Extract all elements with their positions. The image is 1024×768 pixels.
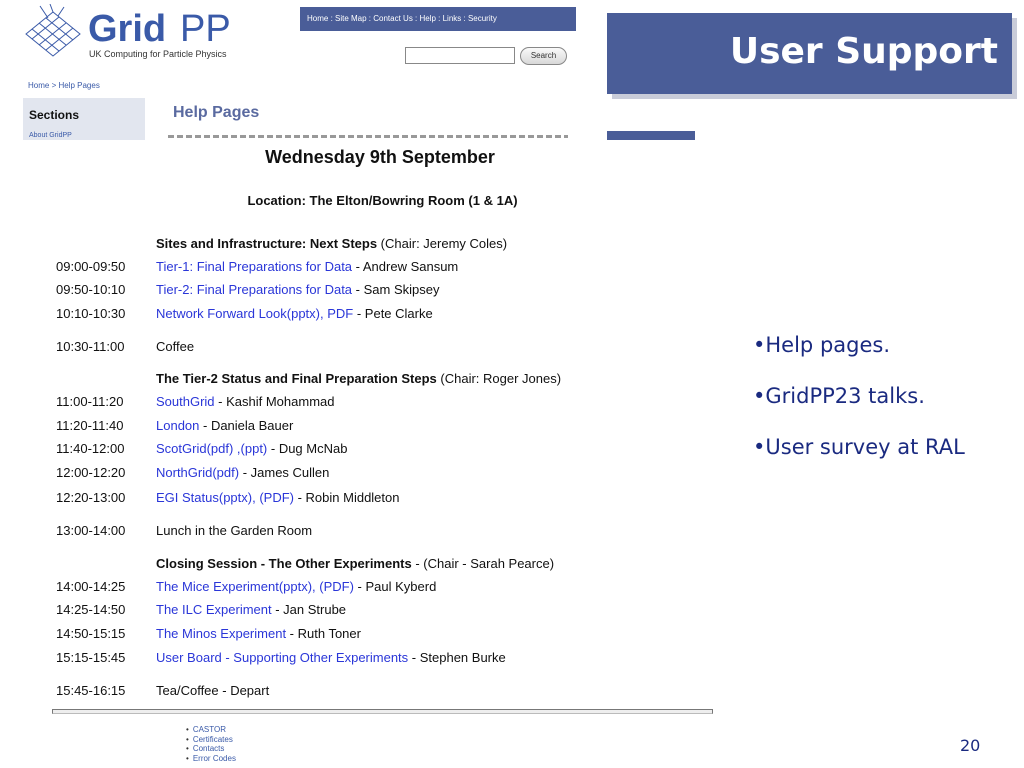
agenda-time: 14:50-15:15: [56, 626, 126, 641]
agenda-time: 14:25-14:50: [56, 602, 126, 617]
agenda-row-content: [156, 650, 506, 665]
agenda-row-content: [156, 602, 346, 617]
sections-title: Sections: [29, 108, 80, 122]
search-input[interactable]: [405, 47, 515, 64]
logo-text-grid: Grid: [88, 8, 167, 50]
agenda-row-content: [156, 394, 334, 409]
talk-speaker: - Paul Kyberd: [353, 579, 437, 594]
agenda-divider: [52, 709, 713, 714]
search-button[interactable]: Search: [520, 47, 567, 65]
agenda-row-content: [156, 282, 439, 297]
agenda-location: Location: The Elton/Bowring Room (1 & 1A): [247, 193, 518, 208]
agenda-row-content: [156, 306, 433, 321]
talk-link[interactable]: SouthGrid: [156, 394, 215, 409]
talk-link[interactable]: Tier-2: Final Preparations for Data: [156, 282, 353, 297]
breadcrumb[interactable]: Home > Help Pages: [28, 81, 100, 90]
agenda-row-content: [156, 579, 436, 594]
footer-link[interactable]: • Contacts: [186, 744, 236, 754]
talk-speaker: - Jan Strube: [271, 602, 347, 617]
bullet-item: •GridPP23 talks.: [753, 384, 925, 408]
title-banner: [607, 13, 1012, 94]
agenda-time: 13:00-14:00: [56, 523, 126, 538]
session-chair: - (Chair - Sarah Pearce): [411, 556, 555, 571]
agenda-item-text: Coffee: [156, 339, 195, 354]
talk-link[interactable]: User Board - Supporting Other Experiments: [156, 650, 409, 665]
talk-link[interactable]: EGI Status(pptx), (PDF): [156, 490, 294, 505]
talk-speaker: - Andrew Sansum: [352, 259, 459, 274]
gridpp-site-header: [0, 0, 600, 140]
agenda-item-text: Tea/Coffee - Depart: [156, 683, 270, 698]
agenda-time: 15:45-16:15: [56, 683, 126, 698]
session-title: The Tier-2 Status and Final Preparation Steps: [156, 371, 437, 386]
help-description-text: [168, 135, 568, 138]
bullet-item: •User survey at RAL: [753, 435, 965, 459]
sections-sidebar: [23, 98, 145, 140]
session-title: Sites and Infrastructure: Next Steps: [156, 236, 378, 251]
talk-speaker: - Kashif Mohammad: [214, 394, 335, 409]
talk-speaker: - Pete Clarke: [353, 306, 433, 321]
agenda-time: 10:30-11:00: [56, 339, 125, 354]
session-chair: (Chair: Jeremy Coles): [377, 236, 508, 251]
agenda-row-content: [156, 683, 269, 698]
agenda-time: 12:20-13:00: [56, 490, 126, 505]
agenda-row-content: [156, 259, 458, 274]
agenda-row-content: [156, 371, 561, 386]
page-number: 20: [960, 736, 981, 755]
agenda-row-content: [156, 465, 329, 480]
talk-link[interactable]: Network Forward Look(pptx), PDF: [156, 306, 354, 321]
session-title: Closing Session - The Other Experiments: [156, 556, 412, 571]
talk-speaker: - Robin Middleton: [293, 490, 400, 505]
logo-tagline: UK Computing for Particle Physics: [89, 49, 227, 59]
agenda-time: 09:50-10:10: [56, 282, 126, 297]
footer-link-list: [186, 725, 236, 763]
agenda-panel: [0, 140, 715, 715]
agenda-time: 11:20-11:40: [56, 418, 124, 433]
agenda-time: 09:00-09:50: [56, 259, 126, 274]
bullet-item: •Help pages.: [753, 333, 891, 357]
agenda-time: 11:40-12:00: [56, 441, 125, 456]
talk-speaker: - Sam Skipsey: [352, 282, 440, 297]
agenda-row-content: [156, 523, 312, 538]
agenda-row-content: [156, 556, 554, 571]
talk-speaker: - Daniela Bauer: [199, 418, 294, 433]
agenda-row-content: [156, 339, 194, 354]
talk-link[interactable]: NorthGrid(pdf): [156, 465, 240, 480]
talk-speaker: - Dug McNab: [267, 441, 348, 456]
session-chair: (Chair: Roger Jones): [436, 371, 562, 386]
agenda-row-content: [156, 626, 361, 641]
footer-link[interactable]: • Error Codes: [186, 754, 236, 764]
agenda-time: 15:15-15:45: [56, 650, 126, 665]
sidebar-item-about[interactable]: About GridPP: [29, 132, 72, 139]
talk-link[interactable]: London: [156, 418, 200, 433]
talk-speaker: - Ruth Toner: [286, 626, 361, 641]
footer-link[interactable]: • Certificates: [186, 735, 236, 745]
agenda-row-content: [156, 418, 293, 433]
agenda-time: 12:00-12:20: [56, 465, 126, 480]
footer-link[interactable]: • CASTOR: [186, 725, 236, 735]
agenda-time: 11:00-11:20: [56, 394, 124, 409]
talk-speaker: - James Cullen: [239, 465, 330, 480]
talk-link[interactable]: The ILC Experiment: [156, 602, 272, 617]
agenda-item-text: Lunch in the Garden Room: [156, 523, 313, 538]
talk-speaker: - Stephen Burke: [408, 650, 506, 665]
slide-title: User Support: [729, 31, 998, 72]
talk-link[interactable]: ScotGrid(pdf) ,(ppt): [156, 441, 268, 456]
agenda-time: 10:10-10:30: [56, 306, 126, 321]
agenda-time: 14:00-14:25: [56, 579, 126, 594]
agenda-day-heading: Wednesday 9th September: [265, 147, 495, 167]
talk-link[interactable]: The Mice Experiment(pptx), (PDF): [156, 579, 354, 594]
gridpp-logo-icon: [20, 4, 86, 64]
logo-text-pp: PP: [180, 8, 231, 50]
talk-link[interactable]: Tier-1: Final Preparations for Data: [156, 259, 353, 274]
agenda-row-content: [156, 441, 347, 456]
help-pages-title: Help Pages: [173, 104, 260, 121]
agenda-row-content: [156, 490, 399, 505]
talk-link[interactable]: The Minos Experiment: [156, 626, 287, 641]
bullet-list: [753, 333, 965, 486]
agenda-row-content: [156, 236, 507, 251]
top-navigation-bar[interactable]: Home : Site Map : Contact Us : Help : Links : Security: [300, 7, 576, 31]
